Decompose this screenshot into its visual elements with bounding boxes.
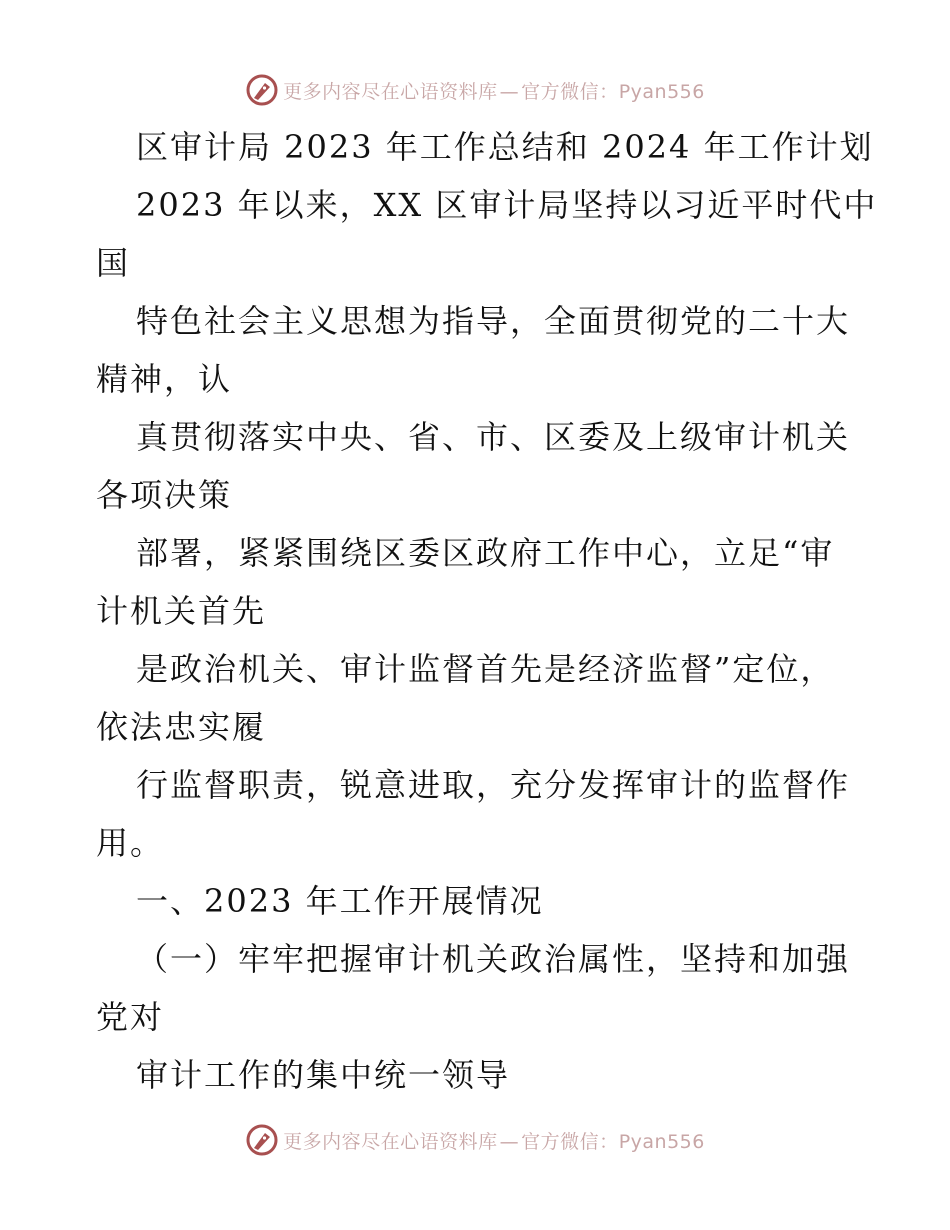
banner-wechat-id: Pyan556 <box>618 1130 705 1153</box>
pen-nib-circle-icon <box>245 73 279 107</box>
banner-main-text: 更多内容尽在心语资料库 <box>283 80 498 103</box>
header-banner <box>0 70 950 110</box>
paragraph-line: 是政治机关、审计监督首先是经济监督”定位， <box>136 650 835 688</box>
banner-separator: — <box>499 1130 520 1153</box>
banner-wechat-id: Pyan556 <box>618 80 705 103</box>
paragraph-line: 党对 <box>96 998 165 1036</box>
paragraph-line: 行监督职责，锐意进取，充分发挥审计的监督作 <box>136 766 851 804</box>
paragraph-line: 国 <box>96 244 131 282</box>
paragraph-line: 部署，紧紧围绕区委区政府工作中心，立足“审 <box>136 534 835 572</box>
paragraph-line: 特色社会主义思想为指导，全面贯彻党的二十大 <box>136 302 851 340</box>
paragraph-line: 计机关首先 <box>96 592 267 630</box>
banner-contact-label: 官方微信： <box>521 1130 619 1153</box>
banner-main-text: 更多内容尽在心语资料库 <box>283 1130 498 1153</box>
paragraph-line: 各项决策 <box>96 476 233 514</box>
pen-nib-circle-icon <box>245 1123 279 1157</box>
paragraph-line: 真贯彻落实中央、省、市、区委及上级审计机关 <box>136 418 851 456</box>
banner-contact-label: 官方微信： <box>521 80 619 103</box>
paragraph-line: （一）牢牢把握审计机关政治属性，坚持和加强 <box>136 940 851 978</box>
paragraph-line: 审计工作的集中统一领导 <box>136 1056 511 1094</box>
document-body <box>96 118 878 1104</box>
document-lines <box>96 176 878 1104</box>
footer-banner <box>0 1120 950 1160</box>
paragraph-line: 用。 <box>96 824 165 862</box>
banner-text <box>283 1127 705 1154</box>
paragraph-line: 一、2023 年工作开展情况 <box>136 882 544 920</box>
paragraph-line: 依法忠实履 <box>96 708 267 746</box>
paragraph-line: 精神，认 <box>96 360 233 398</box>
document-title: 区审计局 2023 年工作总结和 2024 年工作计划 <box>136 128 874 166</box>
banner-text <box>283 77 705 104</box>
paragraph-line: 2023 年以来，XX 区审计局坚持以习近平时代中 <box>136 186 878 224</box>
banner-separator: — <box>499 80 520 103</box>
